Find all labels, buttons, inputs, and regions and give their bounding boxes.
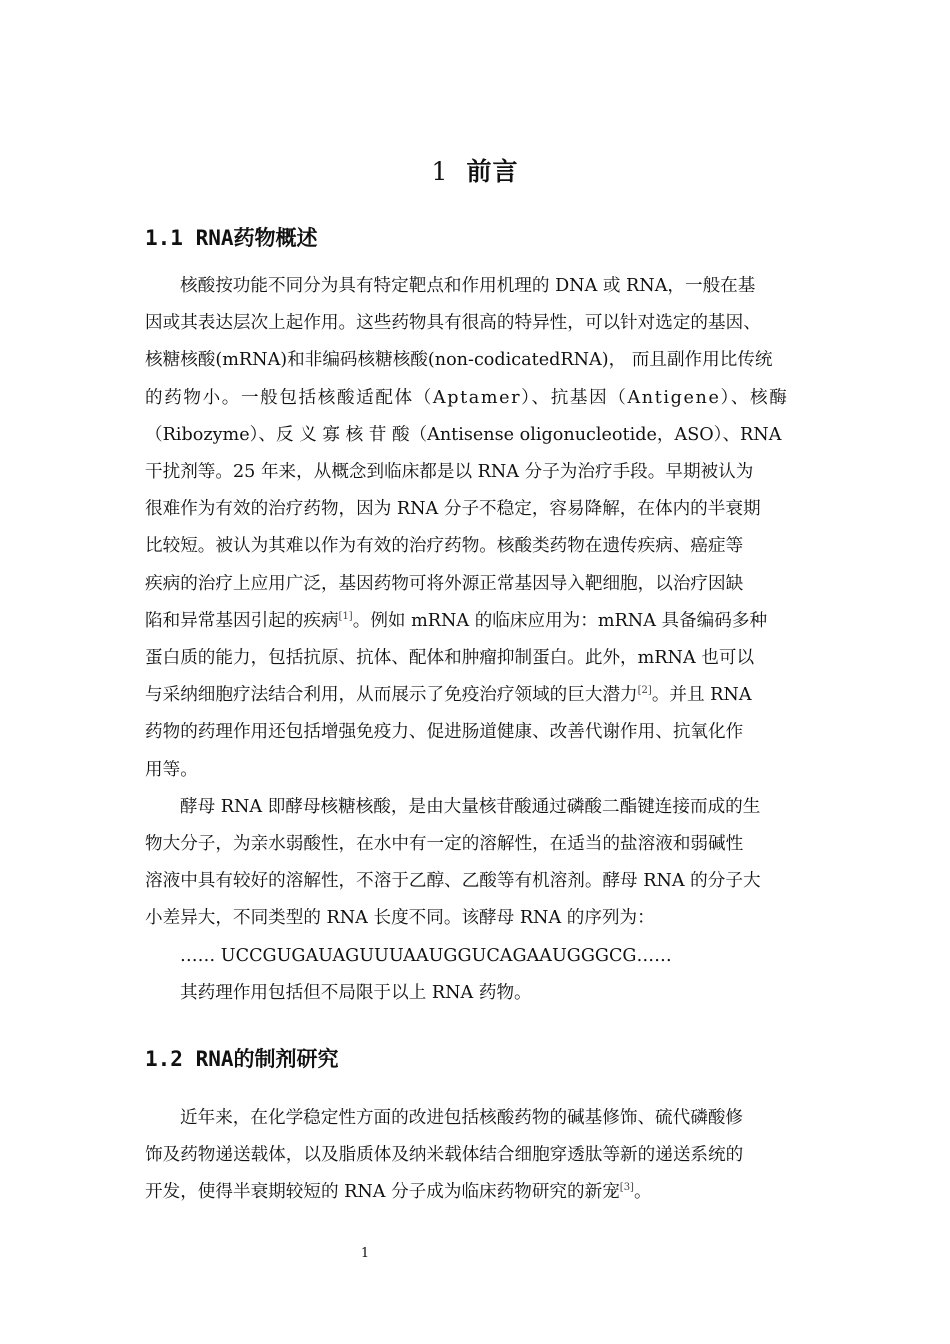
text-line: 很难作为有效的治疗药物，因为 RNA 分子不稳定，容易降解，在体内的半衰期	[145, 499, 761, 520]
text-line: （Ribozyme）、反 义 寡 核 苷 酸（Antisense oligonucleotide，ASO）、RNA	[145, 424, 782, 445]
text-line: 蛋白质的能力，包括抗原、抗体、配体和肿瘤抑制蛋白。此外，mRNA 也可以	[145, 648, 755, 669]
section-number: 1.2	[145, 1047, 183, 1071]
text-line: 饰及药物递送载体，以及脂质体及纳米载体结合细胞穿透肽等新的递送系统的	[145, 1145, 744, 1166]
citation-ref[interactable]: [3]	[619, 1182, 634, 1194]
paragraph	[145, 789, 807, 938]
text-line: 核糖核酸(mRNA)和非编码核糖核酸(non-codicatedRNA)， 而且副作用比传统	[145, 350, 773, 371]
paragraph	[145, 268, 807, 789]
page-number: 1	[360, 1246, 370, 1261]
text-segment: 。例如 mRNA 的临床应用为：mRNA 具备编码多种	[352, 610, 768, 631]
section-number: 1.1	[145, 226, 183, 250]
text-line: 溶液中具有较好的溶解性，不溶于乙醇、乙酸等有机溶剂。酵母 RNA 的分子大	[145, 871, 761, 892]
text-segment: 开发，使得半衰期较短的 RNA 分子成为临床药物研究的新宠	[145, 1182, 620, 1203]
text-line: 近年来，在化学稳定性方面的改进包括核酸药物的碱基修饰、硫代磷酸修	[180, 1108, 744, 1128]
text-segment: 。	[633, 1182, 652, 1203]
text-line	[145, 603, 807, 640]
section-heading-1-2	[145, 1043, 339, 1073]
section-title-zh: 的制剂研究	[233, 1047, 339, 1071]
text-line: 因或其表达层次上起作用。这些药物具有很高的特异性，可以针对选定的基因、	[145, 313, 761, 334]
section-1-1-body	[145, 268, 807, 1012]
text-line: 核酸按功能不同分为具有特定靶点和作用机理的 DNA 或 RNA，一般在基	[180, 276, 756, 296]
text-line: 的药物小。一般包括核酸适配体（Aptamer）、抗基因（Antigene）、核酶	[145, 387, 789, 408]
rna-sequence: …… UCCGUGAUAGUUUAAUGGUCAGAAUGGGCG……	[180, 945, 672, 966]
chapter-title-text: 前言	[466, 157, 519, 186]
section-title-en: RNA	[195, 226, 234, 250]
text-line: 小差异大，不同类型的 RNA 长度不同。该酵母 RNA 的序列为：	[145, 908, 655, 929]
section-title-zh: 药物概述	[233, 226, 318, 250]
text-segment: 陷和异常基因引起的疾病	[145, 610, 339, 631]
text-line: 药物的药理作用还包括增强免疫力、促进肠道健康、改善代谢作用、抗氧化作	[145, 722, 744, 743]
text-line: 比较短。被认为其难以作为有效的治疗药物。核酸类药物在遗传疾病、癌症等	[145, 536, 744, 557]
chapter-title	[0, 152, 950, 188]
text-line: 疾病的治疗上应用广泛，基因药物可将外源正常基因导入靶细胞，以治疗因缺	[145, 573, 744, 594]
paragraph: 其药理作用包括但不局限于以上 RNA 药物。	[180, 982, 532, 1003]
text-line	[145, 677, 807, 714]
text-segment: 与采纳细胞疗法结合利用，从而展示了免疫治疗领域的巨大潜力	[145, 685, 638, 706]
citation-ref[interactable]: [1]	[338, 610, 353, 622]
citation-ref[interactable]: [2]	[637, 685, 652, 697]
text-segment: 。并且 RNA	[651, 685, 752, 706]
text-line: 物大分子，为亲水弱酸性，在水中有一定的溶解性，在适当的盐溶液和弱碱性	[145, 834, 744, 855]
text-line: 用等。	[145, 759, 198, 780]
section-1-2-body	[145, 1100, 807, 1212]
section-title-en: RNA	[195, 1047, 234, 1071]
text-line: 干扰剂等。25 年来，从概念到临床都是以 RNA 分子为治疗手段。早期被认为	[145, 462, 754, 483]
text-line	[145, 1174, 807, 1211]
text-line: 酵母 RNA 即酵母核糖核酸，是由大量核苷酸通过磷酸二酯键连接而成的生	[180, 796, 761, 817]
section-heading-1-1	[145, 222, 318, 252]
chapter-number: 1	[431, 157, 449, 186]
